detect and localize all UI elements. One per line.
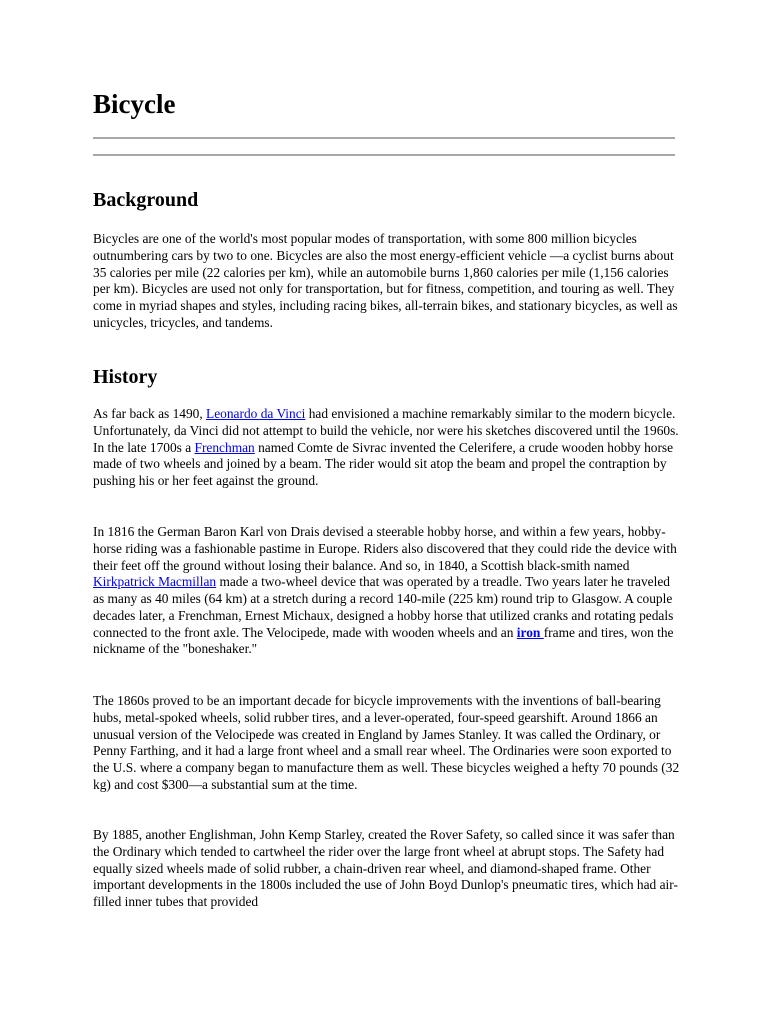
history-paragraph-3: The 1860s proved to be an important decade for bicycle improvements with the inventions of ball-bearing hubs, metal-spoked wheels, solid rubber tires, and a lever-operated, four-speed gearshift. Around 1866 an unusual version of the Velocipede was created in England by James Stanley. It was called the Ordinary, or Penny Farthing, and it had a large front wheel and a small rear wheel. The Ordinaries were soon exported to the U.S. where a company began to manufacture them as well. These bicycles weighed a hefty 70 pounds (32 kg) and cost $300—a substantial sum at the time. (93, 693, 680, 792)
history-p1-text-3: named Comte de Sivrac invented the Celerifere, a crude wooden hobby horse made of two wheels and joined by a beam. The rider would sit atop the beam and propel the contraption by pushing his or her feet against the ground. (93, 439, 674, 488)
section-heading-history: History (93, 366, 158, 388)
frenchman-link[interactable]: Frenchman (194, 439, 255, 455)
background-paragraph: Bicycles are one of the world's most popular modes of transportation, with some 800 million bicycles outnumbering cars by two to one. Bicycles are also the most energy-efficient vehicle —a cyclist burns about 35 calories per mile (22 calories per km), while an automobile burns 1,860 calories per mile (1,156 calories per km). Bicycles are used not only for transportation, but for fitness, competition, and touring as well. They come in myriad shapes and styles, including racing bikes, all-terrain bikes, and stationary bicycles, as well as unicycles, tricycles, and tandems. (93, 231, 678, 330)
history-paragraph-4: By 1885, another Englishman, John Kemp Starley, created the Rover Safety, so called since it was safer than the Ordinary which tended to cartwheel the rider over the large front wheel at abrupt stops. The Safety had equally sized wheels made of solid rubber, a chain-driven rear wheel, and diamond-shaped frame. Other important developments in the 1800s included the use of John Boyd Dunlop's pneumatic tires, which had air-filled inner tubes that provided (93, 827, 678, 909)
kirkpatrick-macmillan-link[interactable]: Kirkpatrick Macmillan (93, 574, 217, 590)
history-p2-text-3: frame and tires, won the nickname of the "boneshaker." (93, 624, 674, 657)
history-p1-text-1: As far back as 1490, (93, 406, 207, 421)
page-title: Bicycle (93, 89, 176, 119)
history-p2-text-1: In 1816 the German Baron Karl von Drais devised a steerable hobby horse, and within a few years, hobby-horse riding was a fashionable pastime in Europe. Riders also discovered that they could ride the device with their feet off the ground without losing their balance. And so, in 1840, a Scottish black-smith named (93, 524, 677, 573)
history-paragraph-2 (93, 524, 683, 658)
section-heading-background: Background (93, 189, 199, 211)
leonardo-da-vinci-link[interactable]: Leonardo da Vinci (206, 406, 306, 421)
iron-link[interactable]: iron (516, 624, 544, 640)
history-paragraph-1 (93, 406, 683, 490)
title-divider-top (93, 137, 675, 139)
history-p2-text-2: made a two-wheel device that was operated by a treadle. Two years later he traveled as many as 40 miles (64 km) at a stretch during a record 140-mile (225 km) round trip to Glasgow. A couple decades later, a Frenchman, Ernest Michaux, designed a hobby horse that utilized cranks and rotating pedals connected to the front axle. The Velocipede, made with wooden wheels and an (93, 574, 674, 640)
title-divider-bottom (93, 154, 675, 156)
history-p1-text-2: had envisioned a machine remarkably similar to the modern bicycle. Unfortunately, da Vinci did not attempt to build the vehicle, nor were his sketches discovered until the 1960s. In the late 1700s a (93, 406, 679, 455)
